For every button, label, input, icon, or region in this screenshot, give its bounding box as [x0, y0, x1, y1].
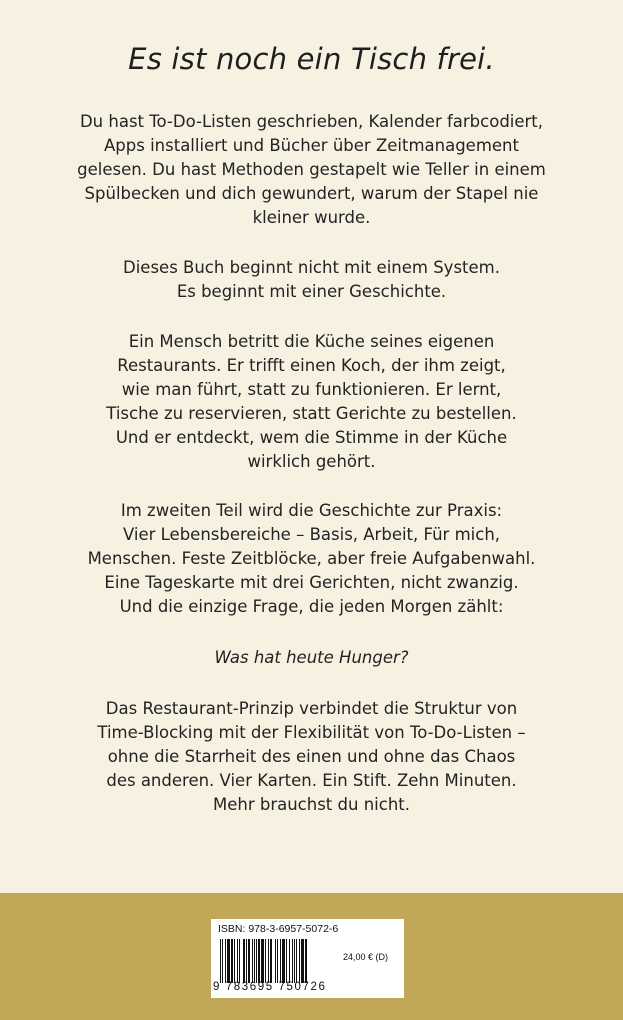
barcode-bar: [252, 939, 253, 983]
headline: Es ist noch ein Tisch frei.: [128, 42, 495, 76]
text-line: Dieses Buch beginnt nicht mit einem System.: [123, 258, 500, 277]
barcode-bar: [254, 939, 255, 983]
barcode-bar: [296, 939, 297, 983]
barcode-bar: [246, 939, 247, 983]
barcode-bar: [280, 939, 281, 983]
text-line: kleiner wurde.: [252, 208, 371, 227]
isbn-label: ISBN: 978-3-6957-5072-6: [218, 923, 339, 935]
barcode-bar: [294, 939, 295, 983]
paragraph-system: [40, 256, 583, 304]
barcode-digits: 9 783695 750726: [213, 981, 327, 993]
text-line: wie man führt, statt zu funktionieren. Er lernt,: [121, 380, 502, 399]
text-line: ohne die Starrheit des einen und ohne das Chaos: [107, 747, 516, 766]
barcode-bar: [299, 939, 300, 983]
barcode-bar: [231, 939, 233, 983]
paragraph-practice: [40, 499, 583, 619]
barcode-bar: [225, 939, 226, 983]
text-line: Time-Blocking mit der Flexibilität von To-Do-Listen –: [97, 723, 526, 742]
text-line: Vier Lebensbereiche – Basis, Arbeit, Für mich,: [122, 525, 501, 544]
barcode-bar: [256, 939, 257, 983]
text-line: gelesen. Du hast Methoden gestapelt wie Teller in einem: [77, 160, 546, 179]
barcode-bar: [258, 939, 260, 983]
barcode-bar: [268, 939, 269, 983]
paragraph-intro: [40, 110, 583, 230]
barcode-bar: [239, 939, 240, 983]
barcode-bar: [301, 939, 304, 983]
barcode-bar: [292, 939, 293, 983]
text-line: Im zweiten Teil wird die Geschichte zur Praxis:: [120, 501, 503, 520]
text-line: Spülbecken und dich gewundert, warum der Stapel nie: [84, 184, 539, 203]
text-line: wirklich gehört.: [247, 452, 376, 471]
barcode-bar: [222, 939, 223, 983]
text-line: Tische zu reservieren, statt Gerichte zu bestellen.: [106, 404, 517, 423]
text-line: des anderen. Vier Karten. Ein Stift. Zehn Minuten.: [106, 771, 517, 790]
barcode-bars: [220, 939, 330, 983]
question-line: [40, 646, 583, 670]
barcode-bar: [234, 939, 235, 983]
barcode-bar: [305, 939, 307, 983]
paragraph-story: [40, 330, 583, 474]
text-line: Ein Mensch betritt die Küche seines eigenen: [128, 332, 495, 351]
paragraph-principle: [40, 697, 583, 817]
text-line: Mehr brauchst du nicht.: [212, 795, 410, 814]
text-line: Menschen. Feste Zeitblöcke, aber freie Aufgabenwahl.: [87, 549, 536, 568]
barcode-bar: [270, 939, 272, 983]
barcode-bar: [265, 939, 266, 983]
barcode-bar: [261, 939, 264, 983]
barcode-panel: [211, 919, 404, 998]
barcode-bar: [243, 939, 245, 983]
barcode-bar: [275, 939, 276, 983]
text-line: Und die einzige Frage, die jeden Morgen zählt:: [119, 597, 504, 616]
text-line: Was hat heute Hunger?: [214, 648, 409, 667]
text-line: Das Restaurant-Prinzip verbindet die Struktur von: [105, 699, 518, 718]
text-line: Apps installiert und Bücher über Zeitmanagement: [104, 136, 519, 155]
barcode-bar: [220, 939, 221, 983]
text-line: Restaurants. Er trifft einen Koch, der ihm zeigt,: [117, 356, 506, 375]
barcode-bar: [248, 939, 250, 983]
barcode-bar: [289, 939, 290, 983]
text-line: Es beginnt mit einer Geschichte.: [176, 282, 447, 301]
text-line: Und er entdeckt, wem die Stimme in der Küche: [115, 428, 508, 447]
price-label: 24,00 € (D): [343, 952, 389, 962]
barcode-bar: [286, 939, 287, 983]
barcode-bar: [227, 939, 230, 983]
barcode-bar: [282, 939, 285, 983]
barcode-bar: [237, 939, 238, 983]
text-line: Eine Tageskarte mit drei Gerichten, nicht zwanzig.: [104, 573, 519, 592]
barcode-bar: [277, 939, 278, 983]
text-line: Du hast To-Do-Listen geschrieben, Kalender farbcodiert,: [79, 112, 544, 131]
